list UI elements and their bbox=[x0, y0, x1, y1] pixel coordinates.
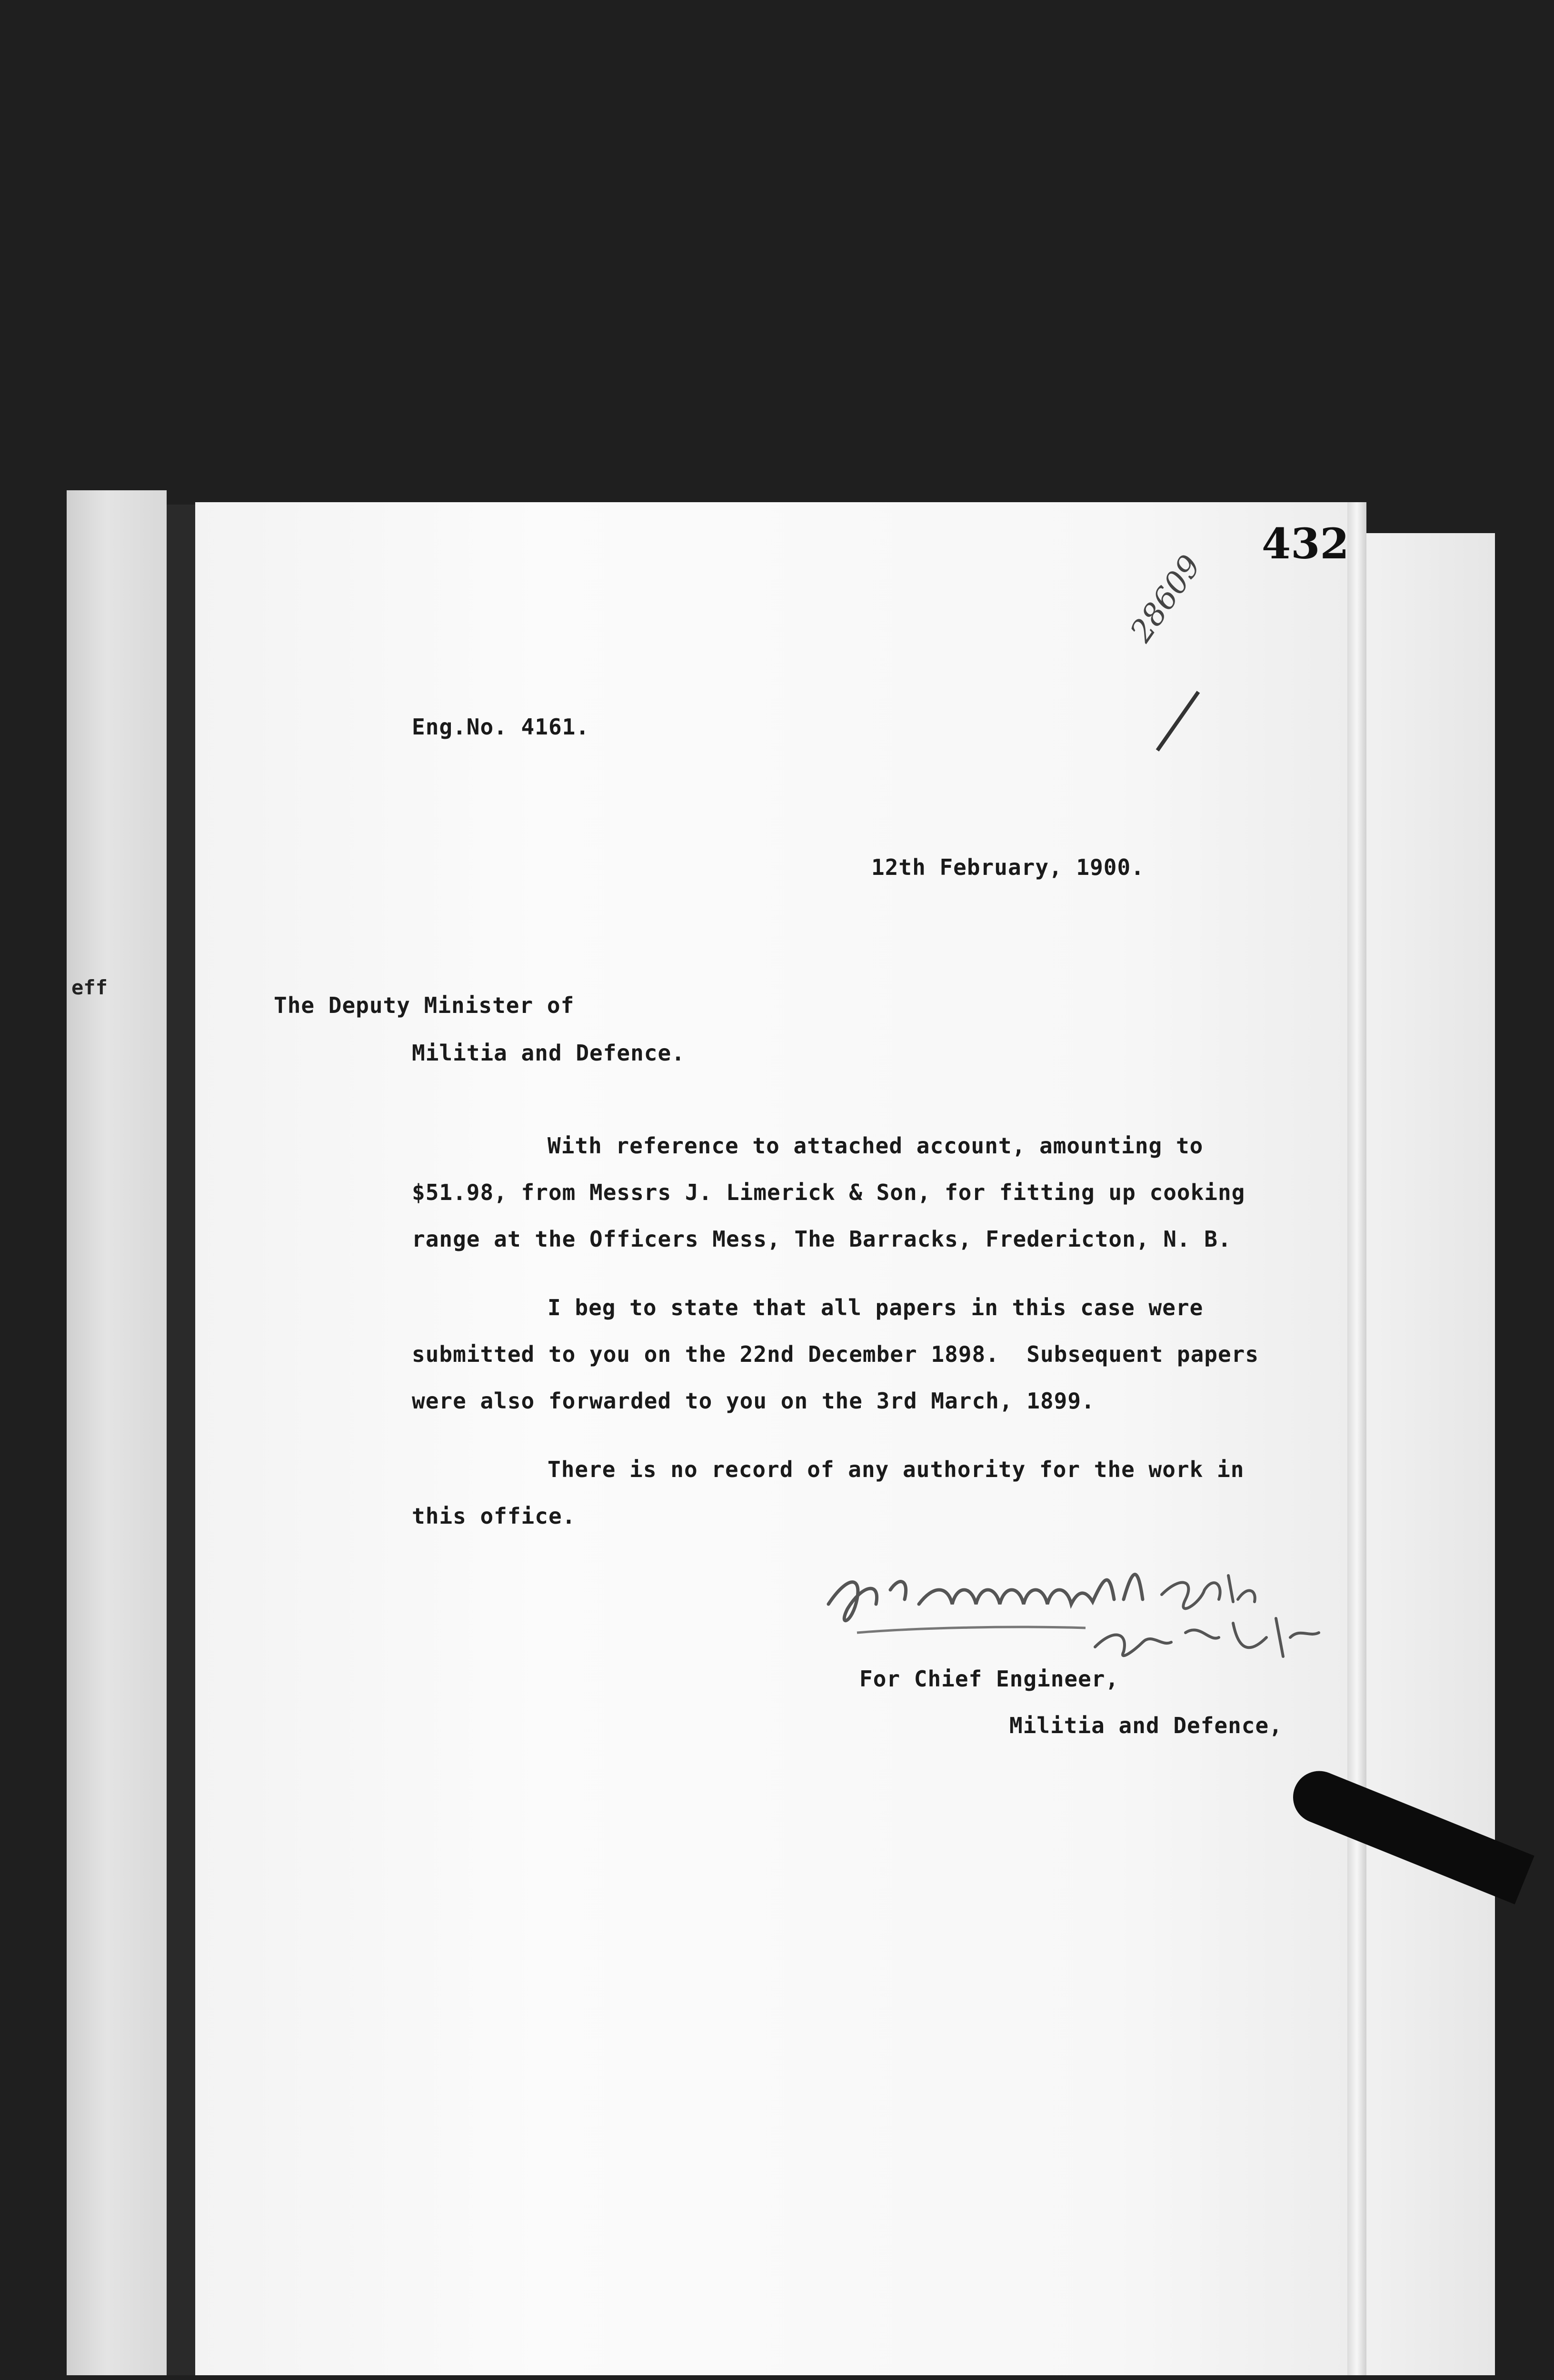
paragraph-3-line-2: this office. bbox=[412, 1503, 576, 1529]
book-binding bbox=[167, 505, 195, 2375]
paragraph-2-line-1: I beg to state that all papers in this case were bbox=[548, 1295, 1204, 1320]
paragraph-1-line-3: range at the Officers Mess, The Barracks, Fredericton, N. B. bbox=[412, 1226, 1232, 1252]
paragraph-2-line-2: submitted to you on the 22nd December 1898. Subsequent papers bbox=[412, 1341, 1259, 1367]
signoff-line-2: Militia and Defence, bbox=[1009, 1713, 1283, 1738]
letter-reference: Eng.No. 4161. bbox=[412, 714, 590, 740]
paragraph-1-line-1: With reference to attached account, amounting to bbox=[548, 1133, 1204, 1159]
recipient-line-2: Militia and Defence. bbox=[412, 1040, 685, 1066]
paragraph-2-line-3: were also forwarded to you on the 3rd March, 1899. bbox=[412, 1388, 1095, 1414]
paragraph-3-line-1: There is no record of any authority for the work in bbox=[548, 1457, 1245, 1482]
paragraph-1-line-2: $51.98, from Messrs J. Limerick & Son, for fitting up cooking bbox=[412, 1180, 1245, 1205]
letter-date: 12th February, 1900. bbox=[871, 854, 1145, 880]
page-fold bbox=[1347, 502, 1366, 2375]
next-page-edge bbox=[1362, 533, 1495, 2375]
previous-page-fragment: eff bbox=[71, 976, 108, 999]
signoff-line-1: For Chief Engineer, bbox=[859, 1666, 1119, 1692]
page-number: 432 bbox=[1262, 519, 1349, 568]
recipient-line-1: The Deputy Minister of bbox=[274, 992, 575, 1018]
pencil-file-number: 28609 bbox=[1124, 549, 1208, 649]
letter-page bbox=[195, 502, 1347, 2375]
handwritten-signature bbox=[819, 1547, 1343, 1671]
previous-page-edge bbox=[67, 490, 167, 2375]
